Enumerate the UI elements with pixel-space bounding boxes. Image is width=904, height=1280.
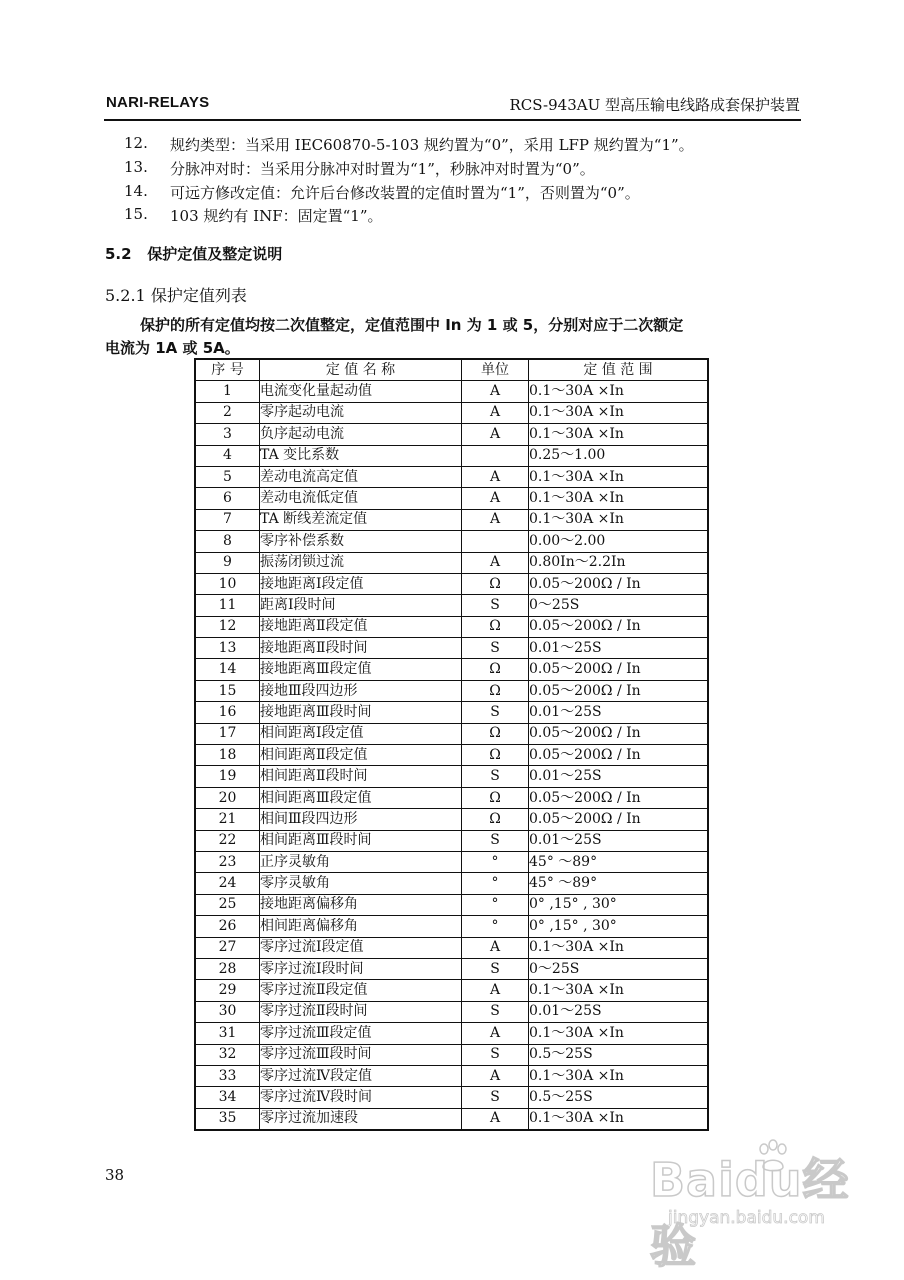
setting-unit [462, 445, 529, 466]
setting-name: 相间距离Ⅱ段时间 [260, 766, 462, 787]
table-row [195, 702, 708, 723]
setting-range: 0.01～25S [529, 766, 709, 787]
table-row [195, 745, 708, 766]
setting-unit: Ω [462, 573, 529, 594]
setting-range: 0.05～200Ω / In [529, 723, 709, 744]
setting-name: 零序过流Ⅳ段定值 [260, 1065, 462, 1086]
header-divider [104, 119, 801, 121]
setting-name: 振荡闭锁过流 [260, 552, 462, 573]
setting-range: 0.05～200Ω / In [529, 809, 709, 830]
setting-unit: S [462, 766, 529, 787]
setting-name: 零序过流Ⅳ段时间 [260, 1087, 462, 1108]
item-number: 15. [124, 205, 148, 223]
table-row [195, 723, 708, 744]
setting-name: 零序灵敏角 [260, 873, 462, 894]
setting-unit: A [462, 466, 529, 487]
setting-range: 0.05～200Ω / In [529, 787, 709, 808]
baidu-watermark [650, 1140, 870, 1273]
row-index: 23 [195, 851, 260, 872]
table-row [195, 381, 708, 402]
setting-name: 零序过流加速段 [260, 1108, 462, 1130]
row-index: 33 [195, 1065, 260, 1086]
row-index: 22 [195, 830, 260, 851]
table-row [195, 445, 708, 466]
setting-unit: S [462, 702, 529, 723]
setting-range: 0.01～25S [529, 830, 709, 851]
table-row [195, 680, 708, 701]
setting-name: 相间距离Ⅰ段定值 [260, 723, 462, 744]
table-row [195, 638, 708, 659]
setting-unit: S [462, 638, 529, 659]
table-row [195, 787, 708, 808]
subsection-title: 保护定值列表 [150, 286, 247, 305]
header-index: 序 号 [195, 359, 260, 381]
table-row [195, 1023, 708, 1044]
row-index: 15 [195, 680, 260, 701]
row-index: 26 [195, 916, 260, 937]
setting-range: 0.1～30A ×In [529, 424, 709, 445]
setting-name: 接地距离Ⅱ段定值 [260, 616, 462, 637]
setting-unit: A [462, 381, 529, 402]
setting-range: 0～25S [529, 595, 709, 616]
setting-range: 0.1～30A ×In [529, 1065, 709, 1086]
intro-paragraph-line1: 保护的所有定值均按二次值整定，定值范围中 In 为 1 或 5，分别对应于二次额定 [140, 316, 684, 334]
setting-range: 0.01～25S [529, 638, 709, 659]
header-name: 定 值 名 称 [260, 359, 462, 381]
setting-range: 0.05～200Ω / In [529, 680, 709, 701]
table-row [195, 1065, 708, 1086]
setting-range: 45° ～89° [529, 873, 709, 894]
setting-name: 相间Ⅲ段四边形 [260, 809, 462, 830]
setting-name: 零序过流Ⅱ段时间 [260, 1001, 462, 1022]
setting-range: 0.1～30A ×In [529, 488, 709, 509]
setting-range: 0.5～25S [529, 1087, 709, 1108]
row-index: 13 [195, 638, 260, 659]
item-text: 103 规约有 INF：固定置“1”。 [170, 207, 383, 225]
table-row [195, 873, 708, 894]
item-number: 12. [124, 134, 148, 152]
setting-range: 0.1～30A ×In [529, 402, 709, 423]
setting-name: 接地距离Ⅱ段时间 [260, 638, 462, 659]
setting-name: 接地距离Ⅲ段时间 [260, 702, 462, 723]
item-number: 13. [124, 158, 148, 176]
setting-unit: A [462, 1065, 529, 1086]
row-index: 12 [195, 616, 260, 637]
setting-range: 0.05～200Ω / In [529, 616, 709, 637]
header-unit: 单位 [462, 359, 529, 381]
table-row [195, 894, 708, 915]
item-number: 14. [124, 182, 148, 200]
table-row [195, 937, 708, 958]
setting-range: 0.05～200Ω / In [529, 659, 709, 680]
setting-name: 差动电流高定值 [260, 466, 462, 487]
table-row [195, 766, 708, 787]
setting-range: 0.1～30A ×In [529, 980, 709, 1001]
row-index: 27 [195, 937, 260, 958]
setting-range: 0° ,15° , 30° [529, 894, 709, 915]
row-index: 32 [195, 1044, 260, 1065]
setting-unit: A [462, 980, 529, 1001]
row-index: 21 [195, 809, 260, 830]
table-row [195, 509, 708, 530]
intro-paragraph-line2: 电流为 1A 或 5A。 [105, 339, 240, 357]
setting-unit: S [462, 830, 529, 851]
setting-unit: A [462, 1108, 529, 1130]
setting-range: 0.01～25S [529, 1001, 709, 1022]
setting-unit: A [462, 509, 529, 530]
setting-unit: S [462, 595, 529, 616]
setting-unit: S [462, 1044, 529, 1065]
row-index: 2 [195, 402, 260, 423]
setting-name: 正序灵敏角 [260, 851, 462, 872]
setting-unit: A [462, 937, 529, 958]
table-row [195, 851, 708, 872]
setting-name: 零序过流Ⅰ段定值 [260, 937, 462, 958]
row-index: 14 [195, 659, 260, 680]
row-index: 31 [195, 1023, 260, 1044]
setting-range: 0.1～30A ×In [529, 381, 709, 402]
page-number: 38 [105, 1166, 125, 1184]
setting-range: 0.1～30A ×In [529, 1108, 709, 1130]
setting-range: 0.1～30A ×In [529, 1023, 709, 1044]
row-index: 5 [195, 466, 260, 487]
row-index: 24 [195, 873, 260, 894]
row-index: 1 [195, 381, 260, 402]
table-header-row [195, 359, 708, 381]
setting-name: 相间距离Ⅱ段定值 [260, 745, 462, 766]
setting-range: 45° ～89° [529, 851, 709, 872]
item-text: 规约类型：当采用 IEC60870-5-103 规约置为“0”，采用 LFP 规约置为“1”。 [170, 136, 694, 154]
setting-name: 相间距离Ⅲ段时间 [260, 830, 462, 851]
subsection-number: 5.2.1 [105, 286, 146, 305]
setting-range: 0.25～1.00 [529, 445, 709, 466]
setting-name: 零序起动电流 [260, 402, 462, 423]
table-row [195, 958, 708, 979]
table-row [195, 1108, 708, 1130]
row-index: 11 [195, 595, 260, 616]
table-row [195, 1001, 708, 1022]
setting-name: 零序过流Ⅰ段时间 [260, 958, 462, 979]
watermark-logo: Baidu经验 [650, 1153, 850, 1273]
table-row [195, 573, 708, 594]
setting-name: 距离Ⅰ段时间 [260, 595, 462, 616]
setting-unit: A [462, 488, 529, 509]
row-index: 7 [195, 509, 260, 530]
setting-range: 0.1～30A ×In [529, 937, 709, 958]
setting-name: 接地Ⅲ段四边形 [260, 680, 462, 701]
setting-unit: ° [462, 916, 529, 937]
setting-name: 相间距离偏移角 [260, 916, 462, 937]
table-row [195, 552, 708, 573]
setting-unit: Ω [462, 809, 529, 830]
table-row [195, 616, 708, 637]
setting-unit: Ω [462, 616, 529, 637]
table-row [195, 1044, 708, 1065]
setting-range: 0.80In～2.2In [529, 552, 709, 573]
setting-name: 零序过流Ⅲ段定值 [260, 1023, 462, 1044]
section-title: 保护定值及整定说明 [147, 245, 283, 263]
setting-unit: Ω [462, 787, 529, 808]
row-index: 9 [195, 552, 260, 573]
row-index: 10 [195, 573, 260, 594]
setting-name: 接地距离Ⅲ段定值 [260, 659, 462, 680]
setting-unit: A [462, 1023, 529, 1044]
table-row [195, 659, 708, 680]
brand-name: NARI-RELAYS [106, 94, 210, 111]
setting-name: 相间距离Ⅲ段定值 [260, 787, 462, 808]
row-index: 30 [195, 1001, 260, 1022]
row-index: 8 [195, 531, 260, 552]
header-range: 定 值 范 围 [529, 359, 709, 381]
setting-range: 0.1～30A ×In [529, 509, 709, 530]
table-row [195, 466, 708, 487]
setting-name: 负序起动电流 [260, 424, 462, 445]
setting-unit: Ω [462, 680, 529, 701]
setting-unit: S [462, 958, 529, 979]
setting-name: TA 断线差流定值 [260, 509, 462, 530]
setting-name: 差动电流低定值 [260, 488, 462, 509]
setting-unit: ° [462, 851, 529, 872]
row-index: 28 [195, 958, 260, 979]
row-index: 3 [195, 424, 260, 445]
setting-unit: ° [462, 873, 529, 894]
setting-range: 0.01～25S [529, 702, 709, 723]
row-index: 4 [195, 445, 260, 466]
table-row [195, 980, 708, 1001]
item-text: 可远方修改定值：允许后台修改装置的定值时置为“1”，否则置为“0”。 [170, 184, 640, 202]
table-row [195, 830, 708, 851]
setting-name: TA 变比系数 [260, 445, 462, 466]
setting-unit: S [462, 1001, 529, 1022]
setting-name: 零序过流Ⅱ段定值 [260, 980, 462, 1001]
setting-unit: A [462, 402, 529, 423]
table-row [195, 916, 708, 937]
table-row [195, 809, 708, 830]
setting-unit: Ω [462, 745, 529, 766]
item-text: 分脉冲对时：当采用分脉冲对时置为“1”，秒脉冲对时置为“0”。 [170, 160, 595, 178]
row-index: 35 [195, 1108, 260, 1130]
settings-table [194, 358, 709, 1131]
row-index: 19 [195, 766, 260, 787]
setting-range: 0.05～200Ω / In [529, 573, 709, 594]
watermark-url: jingyan.baidu.com [668, 1208, 825, 1228]
setting-unit: A [462, 424, 529, 445]
table-row [195, 424, 708, 445]
row-index: 25 [195, 894, 260, 915]
row-index: 17 [195, 723, 260, 744]
section-number: 5.2 [105, 245, 132, 263]
setting-range: 0～25S [529, 958, 709, 979]
setting-range: 0.1～30A ×In [529, 466, 709, 487]
row-index: 6 [195, 488, 260, 509]
table-body [195, 381, 708, 1130]
row-index: 20 [195, 787, 260, 808]
subsection-heading [105, 283, 247, 306]
setting-unit: S [462, 1087, 529, 1108]
setting-name: 接地距离偏移角 [260, 894, 462, 915]
setting-name: 电流变化量起动值 [260, 381, 462, 402]
setting-name: 接地距离Ⅰ段定值 [260, 573, 462, 594]
document-title: RCS-943AU 型高压输电线路成套保护装置 [509, 96, 800, 114]
setting-range: 0° ,15° , 30° [529, 916, 709, 937]
setting-unit: A [462, 552, 529, 573]
setting-range: 0.5～25S [529, 1044, 709, 1065]
table-row [195, 1087, 708, 1108]
setting-unit [462, 531, 529, 552]
table-row [195, 402, 708, 423]
table-row [195, 488, 708, 509]
setting-range: 0.00～2.00 [529, 531, 709, 552]
table-row [195, 595, 708, 616]
row-index: 18 [195, 745, 260, 766]
setting-range: 0.05～200Ω / In [529, 745, 709, 766]
row-index: 16 [195, 702, 260, 723]
setting-unit: Ω [462, 659, 529, 680]
setting-name: 零序补偿系数 [260, 531, 462, 552]
table-row [195, 531, 708, 552]
row-index: 29 [195, 980, 260, 1001]
setting-unit: Ω [462, 723, 529, 744]
setting-name: 零序过流Ⅲ段时间 [260, 1044, 462, 1065]
row-index: 34 [195, 1087, 260, 1108]
setting-unit: ° [462, 894, 529, 915]
section-heading [105, 243, 282, 264]
